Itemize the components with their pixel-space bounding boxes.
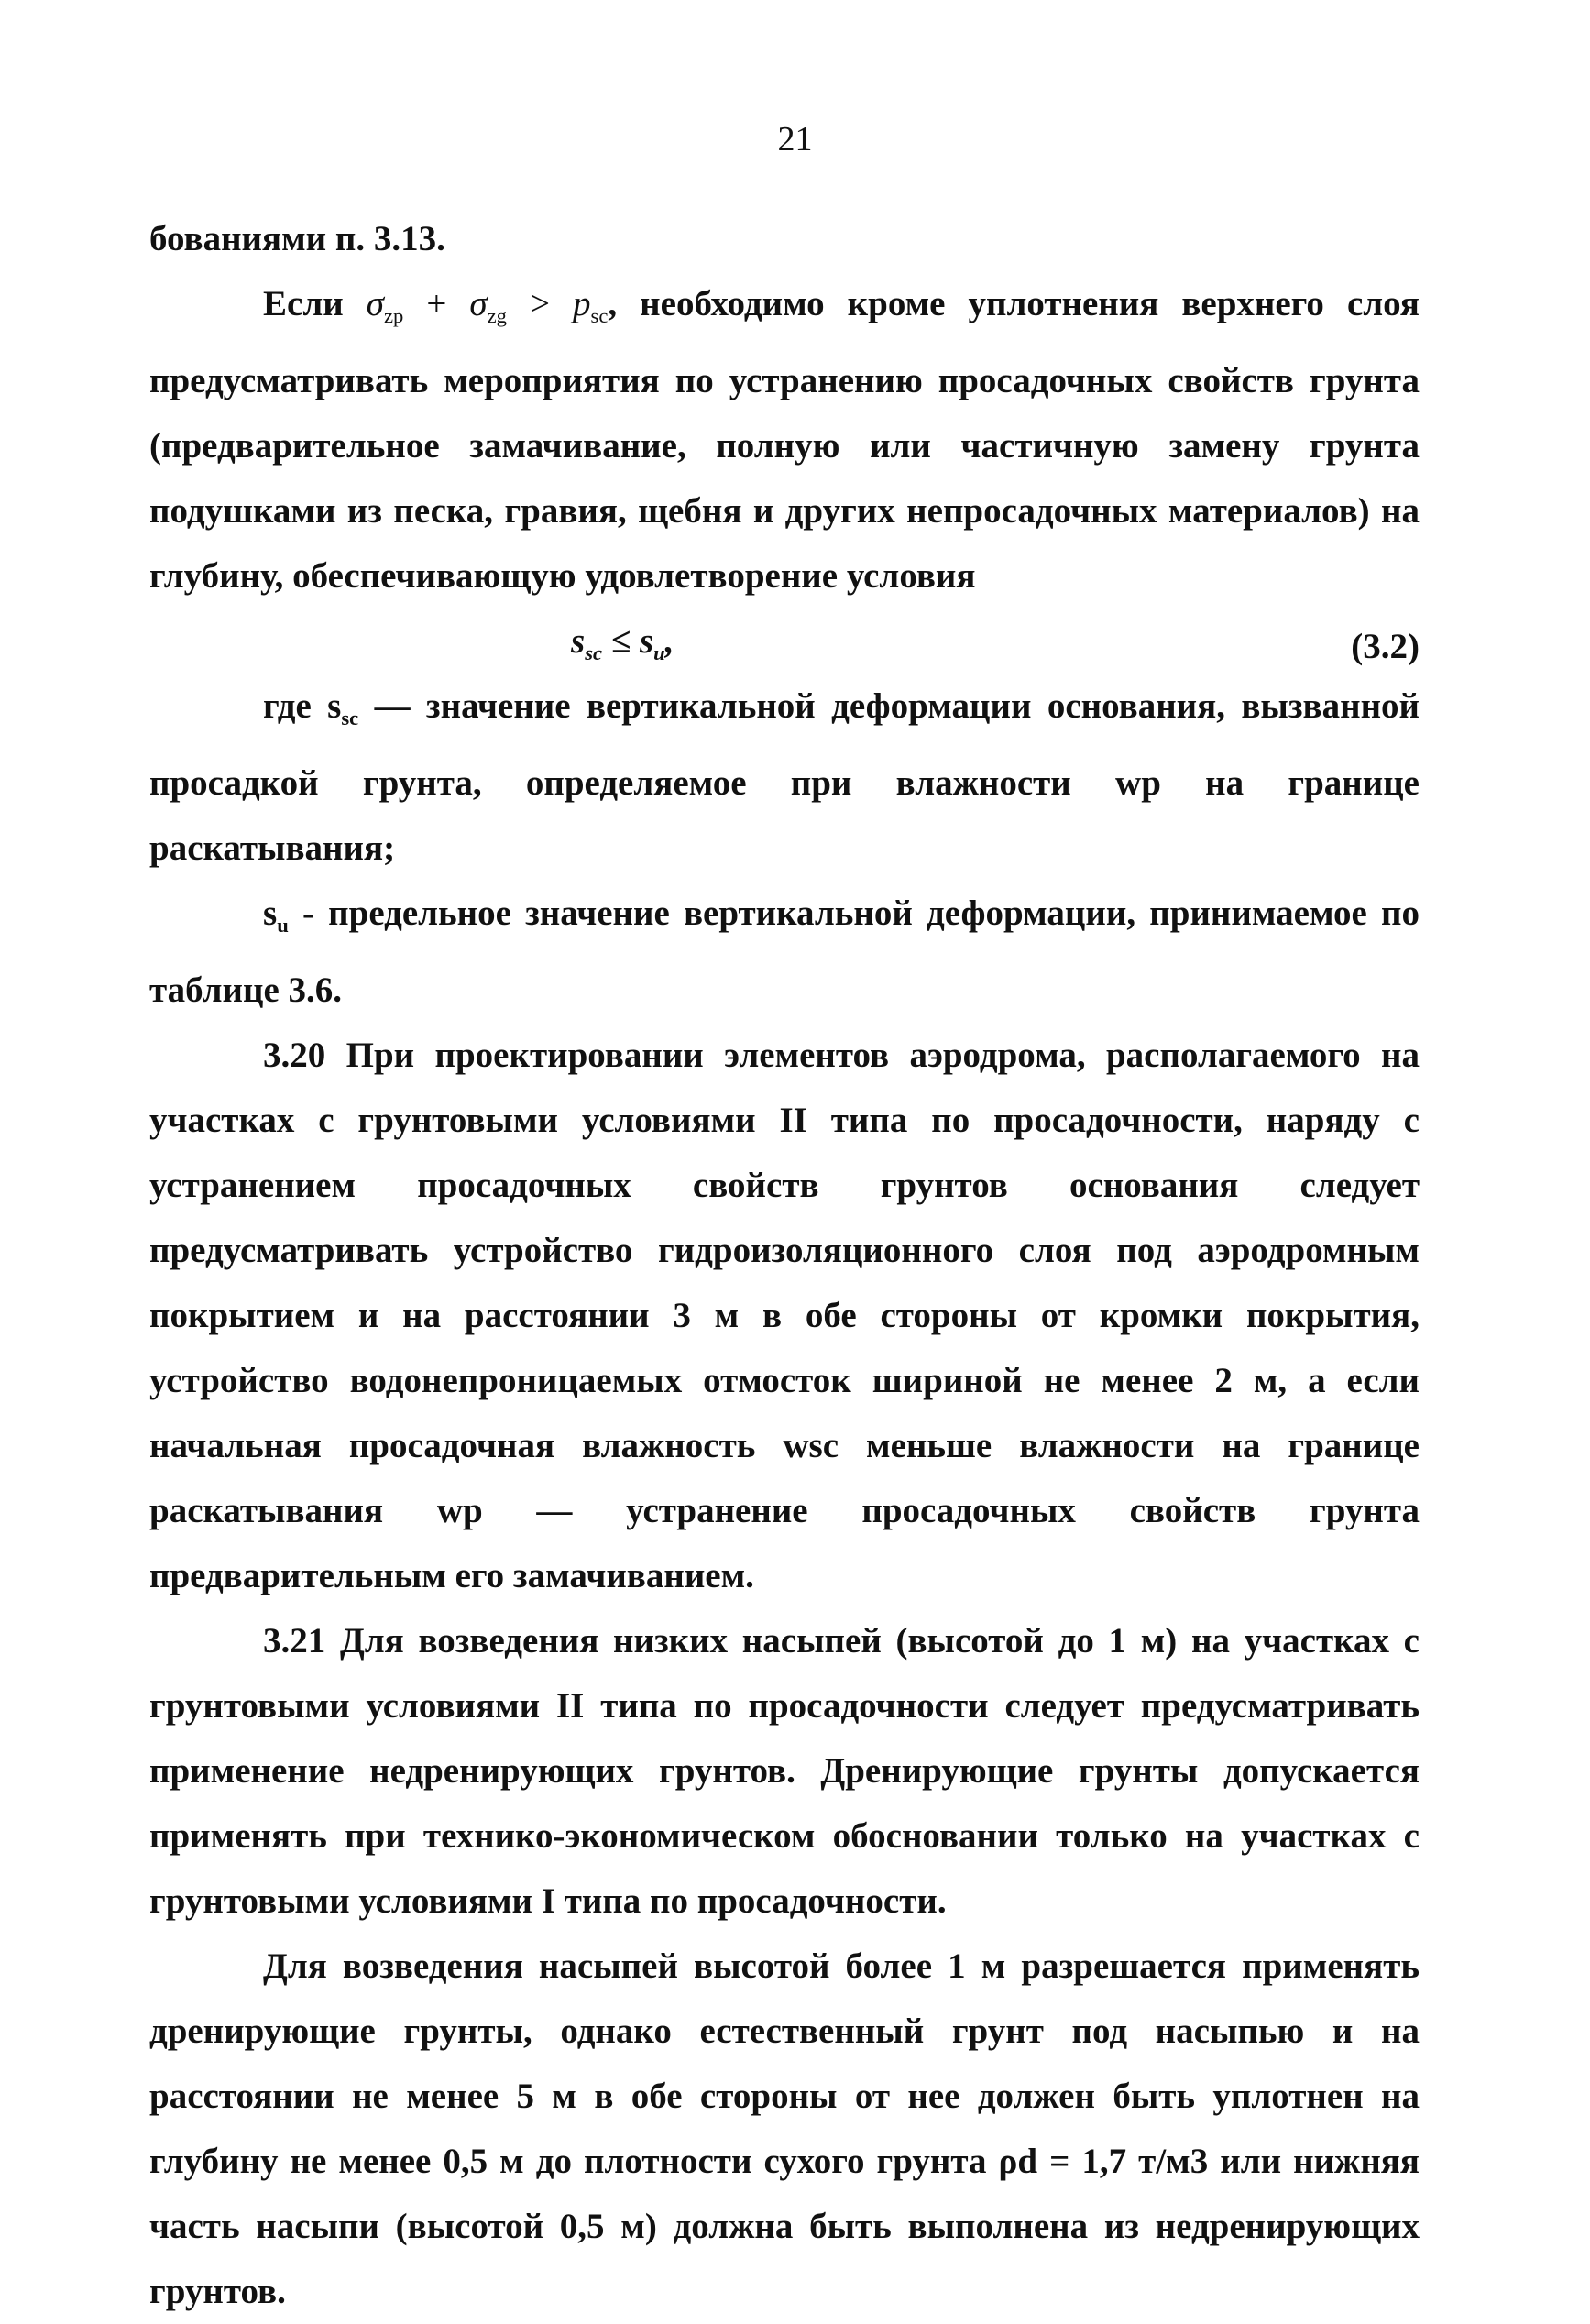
ssc-rest: — значение вертикальной деформации основания, вызванной просадкой грунта, определяемое при влажности wp на границе раскатывания; [149,685,1420,868]
paragraph-condition [149,271,1420,608]
formula-expression [571,608,674,685]
p-sub-sc: sc [590,303,609,327]
formula-comma: , [664,620,674,661]
su-lead: s [263,893,278,933]
plus-sign: + [403,284,470,323]
su-rest: - предельное значение вертикальной деформации, принимаемое по таблице 3.6. [149,893,1420,1010]
formula-s-right: s [639,620,654,661]
formula-s-left: s [571,620,586,661]
sigma-sub-zg: zg [487,303,507,327]
formula-le-sign: ≤ [602,620,640,661]
paragraph-su-definition [149,881,1420,1023]
sigma-symbol-2: σ [469,284,488,323]
paragraph-high-embankments: Для возведения насыпей высотой более 1 м разрешается применять дренирующие грунты, однако естественный грунт под насыпью и на расстоянии не менее 5 м в обе стороны от нее должен быть уплотнен на глубину не менее 0,5 м до плотности сухого грунта ρd = 1,7 т/м3 или нижняя часть насыпи (высотой 0,5 м) должна быть выполнена из недренирующих грунтов. [149,1946,1420,2311]
su-sub: u [277,913,289,937]
formula-s-left-sub: sc [585,641,603,664]
ssc-lead: где s [263,685,342,726]
paragraph-3-21: 3.21 Для возведения низких насыпей (высотой до 1 м) на участках с грунтовыми условиями II типа по просадочности следует предусматривать применение недренирующих грунтов. Дренирующие грунты допускается применять при технико-экономическом обосновании только на участках с грунтовыми условиями I типа по просадочности. [149,1620,1420,1921]
paragraph-3-20: 3.20 При проектировании элементов аэродрома, располагаемого на участках с грунтовыми условиями II типа по просадочности, наряду с устранением просадочных свойств грунтов основания следует предусматривать устройство гидроизоляционного слоя под аэродромным покрытием и на расстоянии 3 м в обе стороны от кромки покрытия, устройство водонепроницаемых отмосток шириной не менее 2 м, а если начальная просадочная влажность wsc меньше влажности на границе раскатывания wp — устранение просадочных свойств грунта предварительным его замачиванием. [149,1035,1420,1595]
page-number: 21 [777,120,813,159]
main-text [149,206,1420,2324]
p-symbol: p [573,284,591,323]
ssc-sub: sc [341,706,359,729]
greater-than-sign: > [506,284,574,323]
formula-number: (3.2) [1351,626,1420,666]
sigma-sub-zp: zp [383,303,404,327]
paragraph-continuation: бованиями п. 3.13. [149,219,445,258]
formula-s-right-sub: u [653,641,665,664]
paragraph-ssc-definition [149,674,1420,881]
formula-3-2 [149,608,1420,674]
inline-inequality [366,284,609,327]
condition-lead: Если [263,284,344,323]
condition-rest: , необходимо кроме уплотнения верхнего слоя предусматривать мероприятия по устранению просадочных свойств грунта (предварительное замачивание, полную или частичную замену грунта подушками из песка, гравия, щебня и других непросадочных материалов) на глубину, обеспечивающую удовлетворение условия [149,284,1420,596]
sigma-symbol-1: σ [366,284,384,323]
